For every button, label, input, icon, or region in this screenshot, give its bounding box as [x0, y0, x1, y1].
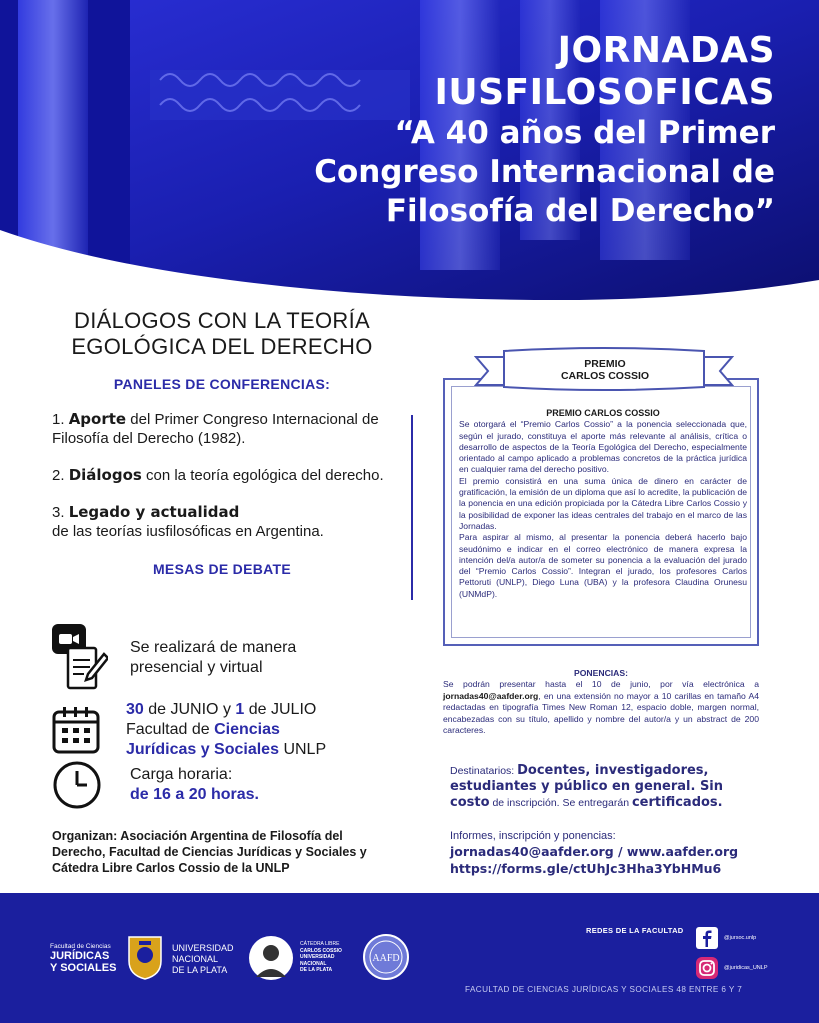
panel-text: con la teoría egológica del derecho.	[146, 467, 384, 484]
fecha-end: de JULIO	[248, 701, 317, 718]
unlp-line-3: DE LA PLATA	[172, 965, 228, 975]
calendar-icon	[52, 706, 100, 754]
carga-value: de 16 a 20 horas.	[130, 786, 259, 803]
carga-label: Carga horaria:	[130, 766, 233, 783]
mesas-title: MESAS DE DEBATE	[152, 561, 292, 577]
dialogos-heading-line-2: EGOLÓGICA DEL DERECHO	[71, 334, 373, 359]
fac-big-2: Y SOCIALES	[50, 962, 117, 974]
fecha-mid: de JUNIO y	[148, 701, 231, 718]
program-column	[52, 308, 392, 577]
unlp-text	[172, 943, 234, 976]
destinatarios-certificados: certificados.	[631, 795, 723, 810]
carga-row	[52, 760, 259, 810]
premio-title: PREMIO CARLOS COSSIO	[546, 408, 660, 418]
panel-item-3	[52, 503, 392, 541]
destinatarios-section	[450, 763, 750, 811]
modalidad-line-2: presencial y virtual	[130, 659, 263, 676]
aafd-seal-icon	[362, 933, 410, 981]
ponencias-title: PONENCIAS:	[574, 668, 628, 678]
catedra-text	[300, 941, 342, 974]
lugar-post: UNLP	[283, 741, 327, 758]
catedra-line-4: NACIONAL	[300, 960, 327, 967]
premio-text	[459, 408, 747, 600]
ponencias-email[interactable]: jornadas40@aafder.org	[443, 690, 539, 701]
dialogos-heading-line-1: DIÁLOGOS CON LA TEORÍA	[74, 308, 370, 333]
premio-box	[443, 378, 759, 646]
panel-bold: Legado y actualidad	[68, 503, 240, 521]
fac-big-1: JURÍDICAS	[50, 950, 110, 962]
catedra-line-5: DE LA PLATA	[300, 967, 333, 973]
modalidad-row	[52, 624, 296, 692]
informes-section	[450, 829, 760, 878]
panel-text: de las teorías iusfilosóficas en Argentina.	[52, 523, 324, 540]
facebook-link[interactable]	[696, 927, 756, 949]
fecha-text	[126, 700, 326, 760]
subtitle-line-1: “A 40 años del Primer	[394, 115, 775, 151]
premio-paragraph-1: Se otorgará el “Premio Carlos Cossio” a la ponencia seleccionada que, según el jurado, constituya el aporte más relevante al análisis, crítica o desarrollo de aspectos de la Teoría Egológica del Derecho, especialmente orientado al campo aplicado a problemas concretos de la práctica jurídica en cualquier rama del derecho positivo.	[459, 419, 747, 475]
panel-text: del Primer Congreso Internacional de Filosofía del Derecho (1982).	[52, 411, 379, 447]
redes-label: REDES DE LA FACULTAD	[586, 926, 684, 935]
clock-icon	[52, 760, 102, 810]
catedra-line-1: CÁTEDRA LIBRE	[300, 941, 340, 947]
fecha-day-2: 1	[235, 701, 245, 718]
fecha-row	[52, 700, 326, 760]
lugar-bold-1: Ciencias	[214, 721, 280, 738]
ponencias-section	[443, 668, 759, 736]
modalidad-text	[130, 638, 296, 678]
informes-label: Informes, inscripción y ponencias:	[450, 830, 616, 842]
unlp-shield-icon	[125, 933, 165, 981]
destinatarios-label: Destinatarios:	[450, 765, 515, 777]
lugar-pre: Facultad de	[126, 721, 210, 738]
panel-item-1	[52, 410, 392, 448]
carga-text	[130, 765, 259, 805]
fecha-day-1: 30	[126, 701, 144, 718]
facebook-handle: @jursoc.unlp	[724, 935, 757, 941]
footer-address: FACULTAD DE CIENCIAS JURÍDICAS Y SOCIALES 48 ENTRE 6 Y 7	[465, 985, 743, 994]
title-line-2: IUSFILOSOFICAS	[434, 72, 775, 113]
lugar-bold-2: Jurídicas y Sociales	[126, 741, 279, 758]
video-document-icon	[52, 624, 108, 692]
cossio-portrait-icon	[248, 935, 294, 981]
panel-bold: Aporte	[68, 410, 127, 428]
organizan-text: Organizan: Asociación Argentina de Filosofía del Derecho, Facultad de Ciencias Jurídicas y Sociales y Cátedra Libre Carlos Cossio de la UNLP	[52, 829, 367, 875]
ponencias-post: , en una extensión no mayor a 10 carillas en tamaño A4 redactadas en tipografía Times New Roman 12, espacio doble, margen normal, encabezadas con su título, apellido y nombre del autor/a y un abstract de 200 caracteres.	[443, 690, 759, 736]
unlp-line-1: UNIVERSIDAD	[172, 943, 234, 953]
event-title	[314, 30, 775, 231]
subtitle-line-2: Congreso Internacional de	[314, 154, 775, 190]
dialogos-heading	[52, 308, 392, 360]
premio-paragraph-3: Para aspirar al mismo, al presentar la ponencia deberá hacerlo bajo seudónimo e indicar en el correo electrónico de manera expresa la intención del/a autor/a de someter su ponencia a la evaluación del jurado del “Premio Carlos Cossio”. Integran el jurado, los profesores Carlos Pettoruti (UNLP), Diego Luna (UBA) y la profesora Claudina Orunesu (UNMdP).	[459, 532, 747, 599]
catedra-line-3: UNIVERSIDAD	[300, 954, 335, 960]
panel-number: 3.	[52, 504, 65, 521]
facebook-icon	[696, 927, 718, 949]
instagram-icon	[696, 957, 718, 979]
aafd-seal-mark: AAFD	[372, 953, 400, 964]
premio-paragraph-2: El premio consistirá en una suma única de dinero en carácter de gratificación, la emisión de un diploma que así lo acredite, la publicación de la ponencia en una edición propiciada por la Cátedra Libre Carlos Cossio y la posibilidad de exponer las ideas centrales del trabajo en el marco de las Jornadas.	[459, 475, 747, 531]
column-divider	[411, 415, 413, 600]
panel-bold: Diálogos	[68, 466, 142, 484]
informes-links[interactable]: jornadas40@aafder.org / www.aafder.org	[450, 844, 739, 859]
fac-logo-text	[50, 943, 116, 974]
hero-banner	[0, 0, 819, 300]
footer	[0, 893, 819, 1023]
destinatarios-bold: Docentes, investigadores, estudiantes y público en general. Sin costo	[450, 763, 724, 810]
catedra-line-2: CARLOS COSSIO	[300, 947, 342, 954]
instagram-handle: @juridicas_UNLP	[724, 965, 768, 971]
ribbon-line-1: PREMIO	[584, 358, 626, 370]
panel-item-2	[52, 466, 392, 485]
paneles-title: PANELES DE CONFERENCIAS:	[113, 376, 331, 392]
subtitle-line-3: Filosofía del Derecho”	[385, 193, 775, 229]
destinatarios-mid: de inscripción. Se entregarán	[492, 797, 630, 809]
panel-number: 1.	[52, 411, 65, 428]
title-line-1: JORNADAS	[557, 30, 775, 71]
unlp-line-2: NACIONAL	[172, 954, 219, 964]
ponencias-pre: Se podrán presentar hasta el 10 de junio, por vía electrónica a	[443, 679, 759, 690]
panel-number: 2.	[52, 467, 65, 484]
fac-small: Facultad de Ciencias	[50, 943, 111, 950]
ribbon-line-2: CARLOS COSSIO	[560, 370, 650, 382]
instagram-link[interactable]	[696, 957, 768, 979]
informes-form-link[interactable]: https://forms.gle/ctUhJc3Hha3YbHMu6	[450, 861, 722, 876]
modalidad-line-1: Se realizará de manera	[130, 639, 297, 656]
ribbon-label	[545, 358, 665, 382]
